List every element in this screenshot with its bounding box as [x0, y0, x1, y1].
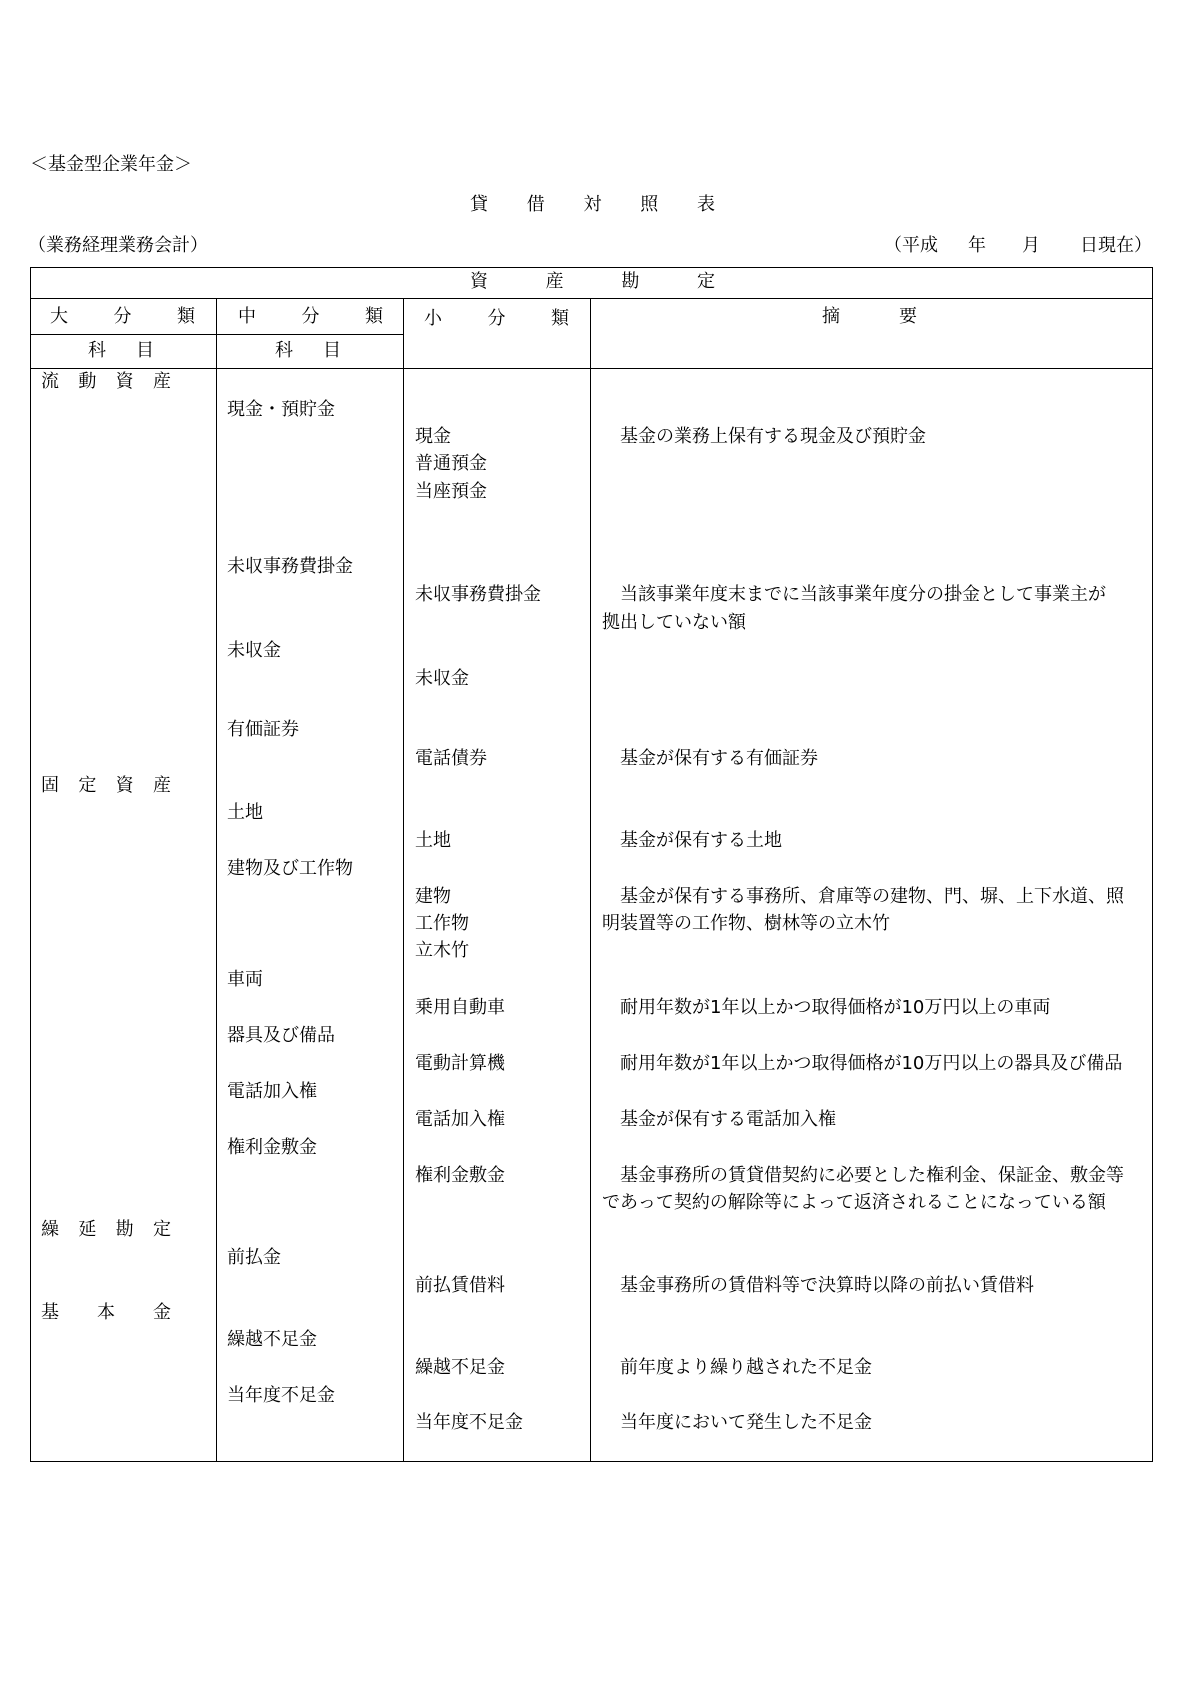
- minor-category-cell: 電話債券: [415, 748, 487, 769]
- summary-line: 基金の業務上保有する現金及び預貯金: [602, 426, 926, 447]
- date-day: 日現在）: [1080, 235, 1152, 256]
- major-category-cell: 固定資産: [41, 775, 171, 796]
- table-border-left: [30, 267, 31, 1462]
- minor-category-cell: 当年度不足金: [415, 1412, 523, 1433]
- major-category-cell: 繰延勘定: [41, 1219, 171, 1240]
- summary-line: 耐用年数が1年以上かつ取得価格が10万円以上の器具及び備品: [602, 1053, 1123, 1074]
- minor-category-cell: 電動計算機: [415, 1053, 505, 1074]
- summary-line: 拠出していない額: [602, 612, 746, 633]
- column-divider: [216, 298, 217, 1461]
- column-header-minor: 小分類: [424, 308, 569, 329]
- minor-category-cell: 工作物: [415, 913, 469, 934]
- middle-category-cell: 当年度不足金: [227, 1385, 335, 1406]
- table-border-top: [30, 267, 1153, 268]
- document-title: [470, 195, 715, 215]
- middle-category-cell: 未収事務費掛金: [227, 556, 353, 577]
- summary-line: 基金事務所の賃貸借契約に必要とした権利金、保証金、敷金等: [602, 1165, 1124, 1186]
- summary-line: 耐用年数が1年以上かつ取得価格が10万円以上の車両: [602, 997, 1051, 1018]
- table-border-right: [1152, 267, 1153, 1462]
- date-year: 年: [968, 235, 986, 256]
- column-subheader-major: 科目: [88, 340, 154, 361]
- major-category-cell: 流動資産: [41, 371, 171, 392]
- minor-category-cell: 前払賃借料: [415, 1275, 505, 1296]
- summary-line: であって契約の解除等によって返済されることになっている額: [602, 1192, 1106, 1213]
- minor-category-cell: 立木竹: [415, 940, 469, 961]
- summary-line: 前年度より繰り越された不足金: [602, 1357, 872, 1378]
- middle-category-cell: 有価証券: [227, 719, 299, 740]
- summary-line: 基金が保有する事務所、倉庫等の建物、門、塀、上下水道、照: [602, 886, 1124, 907]
- major-category-cell: 基本金: [41, 1302, 171, 1323]
- minor-category-cell: 未収事務費掛金: [415, 584, 541, 605]
- row-divider: [30, 298, 1153, 299]
- column-subheader-middle: 科目: [275, 340, 341, 361]
- minor-category-cell: 土地: [415, 830, 451, 851]
- accounting-section: （業務経理業務会計）: [28, 235, 208, 256]
- title-text: 貸借対照表: [470, 194, 715, 215]
- middle-category-cell: 現金・預貯金: [227, 399, 335, 420]
- table-border-bottom: [30, 1461, 1153, 1462]
- middle-category-cell: 未収金: [227, 640, 281, 661]
- column-divider: [403, 298, 404, 1461]
- date-month: 月: [1022, 235, 1040, 256]
- document-category: ＜基金型企業年金＞: [30, 154, 192, 175]
- minor-category-cell: 繰越不足金: [415, 1357, 505, 1378]
- middle-category-cell: 電話加入権: [227, 1081, 317, 1102]
- minor-category-cell: 当座預金: [415, 481, 487, 502]
- middle-category-cell: 土地: [227, 802, 263, 823]
- group-header-text: 資産勘定: [470, 271, 715, 292]
- row-divider: [30, 368, 1153, 369]
- minor-category-cell: 建物: [415, 886, 451, 907]
- column-header-summary: 摘要: [822, 306, 917, 327]
- minor-category-cell: 電話加入権: [415, 1109, 505, 1130]
- middle-category-cell: 繰越不足金: [227, 1329, 317, 1350]
- middle-category-cell: 車両: [227, 969, 263, 990]
- date-era: （平成: [884, 235, 938, 256]
- minor-category-cell: 乗用自動車: [415, 997, 505, 1018]
- minor-category-cell: 現金: [415, 426, 451, 447]
- middle-category-cell: 器具及び備品: [227, 1025, 335, 1046]
- summary-line: 基金が保有する電話加入権: [602, 1109, 836, 1130]
- column-header-middle: 中分類: [238, 306, 383, 327]
- summary-line: 基金事務所の賃借料等で決算時以降の前払い賃借料: [602, 1275, 1034, 1296]
- minor-category-cell: 未収金: [415, 668, 469, 689]
- summary-line: 明装置等の工作物、樹林等の立木竹: [602, 913, 890, 934]
- column-divider: [590, 298, 591, 1461]
- middle-category-cell: 権利金敷金: [227, 1137, 317, 1158]
- summary-line: 当年度において発生した不足金: [602, 1412, 872, 1433]
- minor-category-cell: 普通預金: [415, 453, 487, 474]
- middle-category-cell: 前払金: [227, 1247, 281, 1268]
- middle-category-cell: 建物及び工作物: [227, 858, 353, 879]
- group-header: [470, 272, 715, 292]
- summary-line: 基金が保有する有価証券: [602, 748, 818, 769]
- minor-category-cell: 権利金敷金: [415, 1165, 505, 1186]
- column-header-major: 大分類: [50, 306, 195, 327]
- summary-line: 当該事業年度末までに当該事業年度分の掛金として事業主が: [602, 584, 1106, 605]
- summary-line: 基金が保有する土地: [602, 830, 782, 851]
